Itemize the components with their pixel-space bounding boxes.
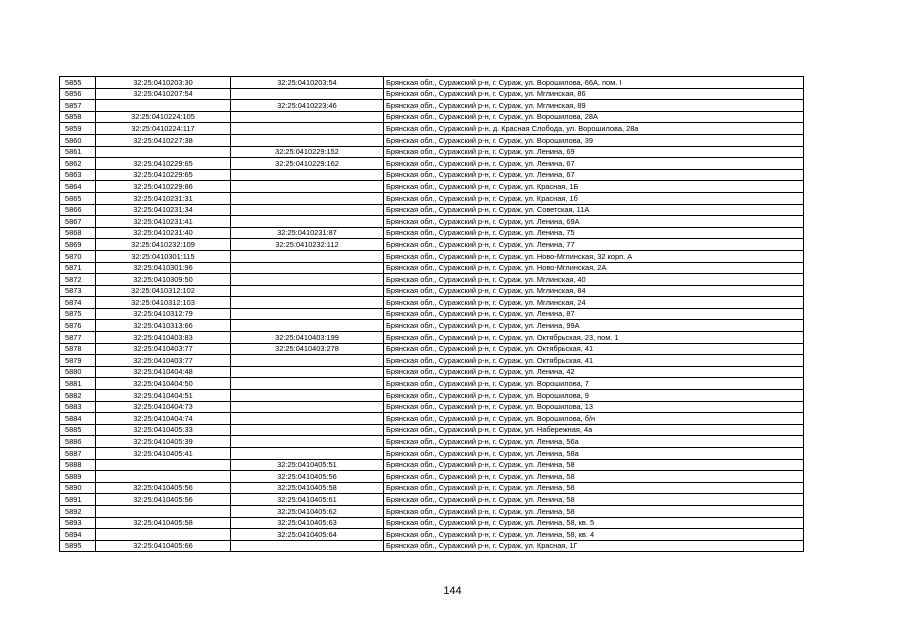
table-row [60, 390, 804, 402]
table-row [60, 471, 804, 483]
row-number-cell: 5877 [60, 332, 96, 344]
cadastral-number-cell: 32:25:0410229:86 [96, 181, 231, 193]
table-row [60, 332, 804, 344]
building-cadastral-number-cell [231, 181, 384, 193]
building-cadastral-number-cell [231, 111, 384, 123]
cadastral-number-cell: 32:25:0410229:65 [96, 169, 231, 181]
row-number-cell: 5876 [60, 320, 96, 332]
building-cadastral-number-cell [231, 262, 384, 274]
building-cadastral-number-cell [231, 216, 384, 228]
address-cell: Брянская обл., Суражский р-н, г. Сураж, ул. Советская, 11А [384, 204, 804, 216]
row-number-cell: 5895 [60, 540, 96, 552]
cadastral-number-cell: 32:25:0410405:39 [96, 436, 231, 448]
row-number-cell: 5885 [60, 424, 96, 436]
cadastral-number-cell: 32:25:0410404:48 [96, 366, 231, 378]
address-cell: Брянская обл., Суражский р-н, г. Сураж, ул. Мглинская, 40 [384, 274, 804, 286]
row-number-cell: 5894 [60, 529, 96, 541]
building-cadastral-number-cell [231, 308, 384, 320]
row-number-cell: 5871 [60, 262, 96, 274]
building-cadastral-number-cell [231, 192, 384, 204]
building-cadastral-number-cell: 32:25:0410403:278 [231, 343, 384, 355]
row-number-cell: 5858 [60, 111, 96, 123]
cadastral-number-cell: 32:25:0410403:77 [96, 343, 231, 355]
row-number-cell: 5865 [60, 192, 96, 204]
table-row [60, 285, 804, 297]
row-number-cell: 5891 [60, 494, 96, 506]
cadastral-number-cell: 32:25:0410231:31 [96, 192, 231, 204]
address-cell: Брянская обл., Суражский р-н, г. Сураж, ул. Мглинская, 89 [384, 100, 804, 112]
row-number-cell: 5864 [60, 181, 96, 193]
address-cell: Брянская обл., Суражский р-н, г. Сураж, ул. Красная, 1Г [384, 540, 804, 552]
cadastral-number-cell: 32:25:0410224:117 [96, 123, 231, 135]
table-row [60, 424, 804, 436]
building-cadastral-number-cell: 32:25:0410405:51 [231, 459, 384, 471]
building-cadastral-number-cell: 32:25:0410405:64 [231, 529, 384, 541]
address-cell: Брянская обл., Суражский р-н, г. Сураж, ул. Октябрьская, 23, пом. 1 [384, 332, 804, 344]
table-row [60, 111, 804, 123]
address-cell: Брянская обл., Суражский р-н, г. Сураж, ул. Мглинская, 84 [384, 285, 804, 297]
address-cell: Брянская обл., Суражский р-н, г. Сураж, ул. Красная, 1б [384, 192, 804, 204]
cadastral-number-cell [96, 459, 231, 471]
table-row [60, 239, 804, 251]
table-row [60, 494, 804, 506]
address-cell: Брянская обл., Суражский р-н, г. Сураж, ул. Октябрьская, 41 [384, 355, 804, 367]
row-number-cell: 5886 [60, 436, 96, 448]
address-cell: Брянская обл., Суражский р-н, г. Сураж, ул. Ленина, 58а [384, 448, 804, 460]
row-number-cell: 5860 [60, 134, 96, 146]
address-cell: Брянская обл., Суражский р-н, г. Сураж, ул. Ленина, 56а [384, 436, 804, 448]
row-number-cell: 5856 [60, 88, 96, 100]
address-cell: Брянская обл., Суражский р-н, г. Сураж, ул. Ленина, 87 [384, 308, 804, 320]
row-number-cell: 5879 [60, 355, 96, 367]
address-cell: Брянская обл., Суражский р-н, г. Сураж, ул. Ленина, 58, кв. 4 [384, 529, 804, 541]
building-cadastral-number-cell [231, 285, 384, 297]
building-cadastral-number-cell: 32:25:0410405:61 [231, 494, 384, 506]
table-row [60, 529, 804, 541]
table-row [60, 204, 804, 216]
cadastral-number-cell: 32:25:0410312:102 [96, 285, 231, 297]
row-number-cell: 5861 [60, 146, 96, 158]
table-row [60, 308, 804, 320]
address-cell: Брянская обл., Суражский р-н, г. Сураж, ул. Мглинская, 86 [384, 88, 804, 100]
table-row [60, 169, 804, 181]
building-cadastral-number-cell [231, 250, 384, 262]
address-cell: Брянская обл., Суражский р-н, г. Сураж, ул. Ворошилова, 39 [384, 134, 804, 146]
table-row [60, 88, 804, 100]
row-number-cell: 5881 [60, 378, 96, 390]
row-number-cell: 5872 [60, 274, 96, 286]
address-cell: Брянская обл., Суражский р-н, г. Сураж, ул. Ворошилова, 66А, пом. I [384, 77, 804, 89]
cadastral-number-cell: 32:25:0410405:56 [96, 494, 231, 506]
building-cadastral-number-cell: 32:25:0410223:46 [231, 100, 384, 112]
cadastral-number-cell: 32:25:0410403:77 [96, 355, 231, 367]
address-cell: Брянская обл., Суражский р-н, г. Сураж, ул. Ленина, 67 [384, 158, 804, 170]
cadastral-number-cell: 32:25:0410229:65 [96, 158, 231, 170]
table-row [60, 216, 804, 228]
cadastral-number-cell: 32:25:0410203:30 [96, 77, 231, 89]
table-row [60, 181, 804, 193]
address-cell: Брянская обл., Суражский р-н, г. Сураж, ул. Красная, 1Б [384, 181, 804, 193]
cadastral-number-cell: 32:25:0410404:50 [96, 378, 231, 390]
building-cadastral-number-cell [231, 540, 384, 552]
cadastral-number-cell [96, 146, 231, 158]
cadastral-number-cell: 32:25:0410404:74 [96, 413, 231, 425]
table-row [60, 192, 804, 204]
row-number-cell: 5893 [60, 517, 96, 529]
row-number-cell: 5873 [60, 285, 96, 297]
building-cadastral-number-cell: 32:25:0410405:63 [231, 517, 384, 529]
table-row [60, 366, 804, 378]
building-cadastral-number-cell: 32:25:0410229:152 [231, 146, 384, 158]
row-number-cell: 5859 [60, 123, 96, 135]
table-row [60, 459, 804, 471]
row-number-cell: 5875 [60, 308, 96, 320]
cadastral-number-cell [96, 529, 231, 541]
building-cadastral-number-cell [231, 204, 384, 216]
building-cadastral-number-cell [231, 355, 384, 367]
address-cell: Брянская обл., Суражский р-н, г. Сураж, ул. Ворошилова, 13 [384, 401, 804, 413]
address-cell: Брянская обл., Суражский р-н, г. Сураж, ул. Ворошилова, б/н [384, 413, 804, 425]
address-cell: Брянская обл., Суражский р-н, г. Сураж, ул. Ленина, 75 [384, 227, 804, 239]
row-number-cell: 5855 [60, 77, 96, 89]
table-row [60, 100, 804, 112]
building-cadastral-number-cell [231, 297, 384, 309]
address-cell: Брянская обл., Суражский р-н, г. Сураж, ул. Ленина, 58 [384, 505, 804, 517]
row-number-cell: 5880 [60, 366, 96, 378]
building-cadastral-number-cell: 32:25:0410405:62 [231, 505, 384, 517]
building-cadastral-number-cell [231, 134, 384, 146]
address-cell: Брянская обл., Суражский р-н, г. Сураж, ул. Ленина, 58 [384, 482, 804, 494]
address-cell: Брянская обл., Суражский р-н, г. Сураж, ул. Ворошилова, 7 [384, 378, 804, 390]
row-number-cell: 5862 [60, 158, 96, 170]
address-cell: Брянская обл., Суражский р-н, г. Сураж, ул. Ворошилова, 9 [384, 390, 804, 402]
building-cadastral-number-cell [231, 401, 384, 413]
row-number-cell: 5866 [60, 204, 96, 216]
cadastral-table [59, 76, 804, 552]
building-cadastral-number-cell [231, 320, 384, 332]
building-cadastral-number-cell [231, 436, 384, 448]
address-cell: Брянская обл., Суражский р-н, г. Сураж, ул. Ворошилова, 28А [384, 111, 804, 123]
table-row [60, 378, 804, 390]
page-number: 144 [443, 585, 462, 597]
address-cell: Брянская обл., Суражский р-н, г. Сураж, ул. Ленина, 42 [384, 366, 804, 378]
address-cell: Брянская обл., Суражский р-н, г. Сураж, ул. Мглинская, 24 [384, 297, 804, 309]
building-cadastral-number-cell: 32:25:0410203:54 [231, 77, 384, 89]
cadastral-number-cell [96, 505, 231, 517]
building-cadastral-number-cell [231, 88, 384, 100]
cadastral-number-cell: 32:25:0410231:40 [96, 227, 231, 239]
address-cell: Брянская обл., Суражский р-н, г. Сураж, ул. Ленина, 99А [384, 320, 804, 332]
cadastral-number-cell: 32:25:0410404:73 [96, 401, 231, 413]
cadastral-number-cell: 32:25:0410301:96 [96, 262, 231, 274]
building-cadastral-number-cell [231, 448, 384, 460]
address-cell: Брянская обл., Суражский р-н, г. Сураж, ул. Ново-Мглинская, 2А [384, 262, 804, 274]
table-row [60, 158, 804, 170]
row-number-cell: 5874 [60, 297, 96, 309]
table-row [60, 505, 804, 517]
cadastral-number-cell: 32:25:0410405:58 [96, 517, 231, 529]
building-cadastral-number-cell [231, 169, 384, 181]
building-cadastral-number-cell [231, 424, 384, 436]
table-row [60, 320, 804, 332]
row-number-cell: 5867 [60, 216, 96, 228]
table-row [60, 227, 804, 239]
building-cadastral-number-cell [231, 366, 384, 378]
row-number-cell: 5892 [60, 505, 96, 517]
row-number-cell: 5882 [60, 390, 96, 402]
table-row [60, 134, 804, 146]
address-cell: Брянская обл., Суражский р-н, г. Сураж, ул. Ленина, 58 [384, 471, 804, 483]
cadastral-number-cell: 32:25:0410207:54 [96, 88, 231, 100]
cadastral-number-cell: 32:25:0410227:38 [96, 134, 231, 146]
table-row [60, 413, 804, 425]
building-cadastral-number-cell [231, 274, 384, 286]
table-row [60, 250, 804, 262]
cadastral-number-cell [96, 471, 231, 483]
cadastral-number-cell: 32:25:0410312:103 [96, 297, 231, 309]
table-row [60, 297, 804, 309]
address-cell: Брянская обл., Суражский р-н, г. Сураж, ул. Ново-Мглинская, 32 корп. А [384, 250, 804, 262]
building-cadastral-number-cell: 32:25:0410403:199 [231, 332, 384, 344]
table-row [60, 274, 804, 286]
cadastral-number-cell: 32:25:0410405:56 [96, 482, 231, 494]
table-row [60, 436, 804, 448]
cadastral-number-cell: 32:25:0410405:41 [96, 448, 231, 460]
row-number-cell: 5863 [60, 169, 96, 181]
address-cell: Брянская обл., Суражский р-н, г. Сураж, ул. Ленина, 58 [384, 494, 804, 506]
cadastral-number-cell: 32:25:0410309:50 [96, 274, 231, 286]
cadastral-number-cell: 32:25:0410404:51 [96, 390, 231, 402]
cadastral-number-cell: 32:25:0410224:105 [96, 111, 231, 123]
building-cadastral-number-cell [231, 390, 384, 402]
table-row [60, 123, 804, 135]
address-cell: Брянская обл., Суражский р-н, г. Сураж, ул. Ленина, 69 [384, 146, 804, 158]
cadastral-number-cell: 32:25:0410313:66 [96, 320, 231, 332]
table-row [60, 540, 804, 552]
row-number-cell: 5884 [60, 413, 96, 425]
address-cell: Брянская обл., Суражский р-н, г. Сураж, ул. Ленина, 67 [384, 169, 804, 181]
building-cadastral-number-cell: 32:25:0410231:87 [231, 227, 384, 239]
cadastral-number-cell: 32:25:0410405:66 [96, 540, 231, 552]
cadastral-number-cell: 32:25:0410232:109 [96, 239, 231, 251]
building-cadastral-number-cell: 32:25:0410232:112 [231, 239, 384, 251]
table-row [60, 448, 804, 460]
address-cell: Брянская обл., Суражский р-н, г. Сураж, ул. Ленина, 77 [384, 239, 804, 251]
table-row [60, 146, 804, 158]
cadastral-number-cell [96, 100, 231, 112]
cadastral-number-cell: 32:25:0410403:83 [96, 332, 231, 344]
building-cadastral-number-cell: 32:25:0410405:58 [231, 482, 384, 494]
row-number-cell: 5868 [60, 227, 96, 239]
row-number-cell: 5888 [60, 459, 96, 471]
table-row [60, 401, 804, 413]
cadastral-number-cell: 32:25:0410405:33 [96, 424, 231, 436]
table-row [60, 355, 804, 367]
cadastral-number-cell: 32:25:0410231:34 [96, 204, 231, 216]
row-number-cell: 5869 [60, 239, 96, 251]
row-number-cell: 5890 [60, 482, 96, 494]
address-cell: Брянская обл., Суражский р-н, г. Сураж, ул. Ленина, 69А [384, 216, 804, 228]
row-number-cell: 5857 [60, 100, 96, 112]
table-row [60, 517, 804, 529]
address-cell: Брянская обл., Суражский р-н, д. Красная Слобода, ул. Ворошилова, 28а [384, 123, 804, 135]
row-number-cell: 5889 [60, 471, 96, 483]
table-row [60, 262, 804, 274]
building-cadastral-number-cell: 32:25:0410229:162 [231, 158, 384, 170]
building-cadastral-number-cell [231, 378, 384, 390]
row-number-cell: 5878 [60, 343, 96, 355]
table-row [60, 343, 804, 355]
building-cadastral-number-cell [231, 123, 384, 135]
row-number-cell: 5887 [60, 448, 96, 460]
cadastral-number-cell: 32:25:0410312:79 [96, 308, 231, 320]
building-cadastral-number-cell: 32:25:0410405:56 [231, 471, 384, 483]
building-cadastral-number-cell [231, 413, 384, 425]
cadastral-number-cell: 32:25:0410231:41 [96, 216, 231, 228]
cadastral-number-cell: 32:25:0410301:115 [96, 250, 231, 262]
address-cell: Брянская обл., Суражский р-н, г. Сураж, ул. Ленина, 58, кв. 5 [384, 517, 804, 529]
row-number-cell: 5883 [60, 401, 96, 413]
row-number-cell: 5870 [60, 250, 96, 262]
table-body [60, 77, 804, 552]
address-cell: Брянская обл., Суражский р-н, г. Сураж, ул. Ленина, 58 [384, 459, 804, 471]
table-row [60, 482, 804, 494]
address-cell: Брянская обл., Суражский р-н, г. Сураж, ул. Октябрьская, 41 [384, 343, 804, 355]
address-cell: Брянская обл., Суражский р-н, г. Сураж, ул. Набережная, 4а [384, 424, 804, 436]
table-row [60, 77, 804, 89]
